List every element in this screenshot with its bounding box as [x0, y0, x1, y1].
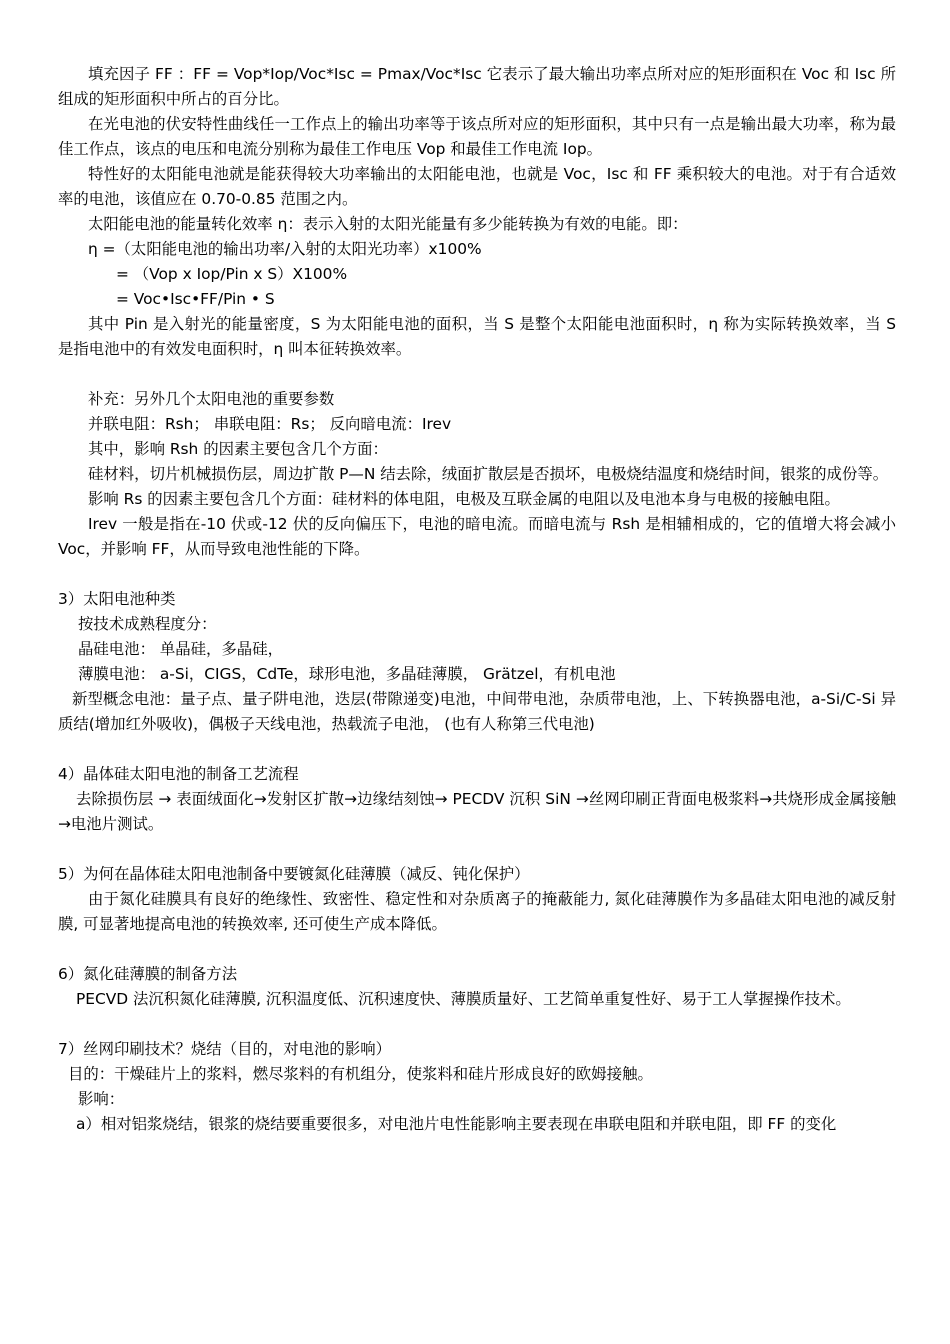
efficiency-paragraph: 太阳能电池的能量转化效率 η：表示入射的太阳光能量有多少能转换为有效的电能。即： — [88, 215, 688, 233]
efficiency-equation-1: η =（太阳能电池的输出功率/入射的太阳光功率）x100% — [88, 240, 482, 258]
spacer — [58, 937, 896, 962]
spacer — [58, 837, 896, 862]
section-4-title: 4）晶体硅太阳电池的制备工艺流程 — [58, 765, 299, 783]
spacer — [58, 362, 896, 387]
rsh-factors-paragraph: 硅材料，切片机械损伤层，周边扩散 P—N 结去除，绒面扩散层是否损坏，电极烧结温度和烧结时间，银浆的成份等。 — [88, 465, 889, 483]
rs-factors-paragraph: 影响 Rs 的因素主要包含几个方面：硅材料的体电阻，电极及互联金属的电阻以及电池本身与电极的接触电阻。 — [88, 490, 840, 508]
resistance-list: 并联电阻：Rsh； 串联电阻：Rs； 反向暗电流：Irev — [88, 415, 452, 433]
spacer — [58, 737, 896, 762]
section-3-line-4: 新型概念电池：量子点、量子阱电池，迭层(带隙递变)电池，中间带电池，杂质带电池，上、下转换器电池，a-Si/C-Si 异质结(增加红外吸收)，偶极子天线电池，热载流子电池， (也有人称第三代电池) — [58, 690, 896, 733]
section-7-line-1: 目的：干燥硅片上的浆料，燃尽浆料的有机组分，使浆料和硅片形成良好的欧姆接触。 — [68, 1065, 653, 1083]
spacer — [58, 1012, 896, 1037]
section-3-title: 3）太阳电池种类 — [58, 590, 176, 608]
section-7-line-2: 影响： — [78, 1090, 125, 1108]
document-page — [58, 62, 896, 1137]
section-5-line-1: 由于氮化硅膜具有良好的绝缘性、致密性、稳定性和对杂质离子的掩蔽能力, 氮化硅薄膜作为多晶硅太阳电池的减反射膜, 可显著地提高电池的转换效率, 还可使生产成本降低。 — [58, 890, 896, 933]
irev-paragraph: Irev 一般是指在-10 伏或-12 伏的反向偏压下，电池的暗电流。而暗电流与 Rsh 是相辅相成的，它的值增大将会减小 Voc，并影响 FF，从而导致电池性能的下降。 — [58, 515, 896, 558]
good-cell-paragraph: 特性好的太阳能电池就是能获得较大功率输出的太阳能电池，也就是 Voc，Isc 和 FF 乘积较大的电池。对于有合适效率的电池，该值应在 0.70-0.85 范围之内。 — [58, 165, 896, 208]
rsh-factors-intro: 其中，影响 Rsh 的因素主要包含几个方面： — [88, 440, 388, 458]
efficiency-equation-3: = Voc•Isc•FF/Pin • S — [116, 290, 275, 308]
fill-factor-paragraph: 填充因子 FF ：FF = Vop*Iop/Voc*Isc = Pmax/Voc*Isc 它表示了最大输出功率点所对应的矩形面积在 Voc 和 Isc 所组成的矩形面积中所占的百分比。 — [58, 65, 896, 108]
supplement-heading: 补充：另外几个太阳电池的重要参数 — [88, 390, 335, 408]
section-6-line-1: PECVD 法沉积氮化硅薄膜, 沉积温度低、沉积速度快、薄膜质量好、工艺简单重复性好、易于工人掌握操作技术。 — [76, 990, 851, 1008]
max-power-point-paragraph: 在光电池的伏安特性曲线任一工作点上的输出功率等于该点所对应的矩形面积，其中只有一点是输出最大功率，称为最佳工作点，该点的电压和电流分别称为最佳工作电压 Vop 和最佳工作电流 Iop。 — [58, 115, 896, 158]
spacer — [58, 562, 896, 587]
efficiency-equation-2: = （Vop x Iop/Pin x S）X100% — [116, 265, 348, 283]
section-6-title: 6）氮化硅薄膜的制备方法 — [58, 965, 238, 983]
section-5-title: 5）为何在晶体硅太阳电池制备中要镀氮化硅薄膜（减反、钝化保护） — [58, 865, 530, 883]
section-3-line-3: 薄膜电池： a-Si，CIGS，CdTe，球形电池，多晶硅薄膜， Grätzel，有机电池 — [78, 665, 616, 683]
section-4-line-1: 去除损伤层 → 表面绒面化→发射区扩散→边缘结刻蚀→ PECDV 沉积 SiN →丝网印刷正背面电极浆料→共烧形成金属接触→电池片测试。 — [58, 790, 896, 833]
section-7-title: 7）丝网印刷技术？烧结（目的，对电池的影响） — [58, 1040, 391, 1058]
pin-definition-paragraph: 其中 Pin 是入射光的能量密度，S 为太阳能电池的面积，当 S 是整个太阳能电池面积时，η 称为实际转换效率，当 S 是指电池中的有效发电面积时，η 叫本征转换效率。 — [58, 315, 896, 358]
section-7-line-3: a）相对铝浆烧结，银浆的烧结要重要很多，对电池片电性能影响主要表现在串联电阻和并联电阻，即 FF 的变化 — [76, 1115, 837, 1133]
section-3-line-1: 按技术成熟程度分： — [78, 615, 217, 633]
section-3-line-2: 晶硅电池： 单晶硅，多晶硅， — [78, 640, 283, 658]
